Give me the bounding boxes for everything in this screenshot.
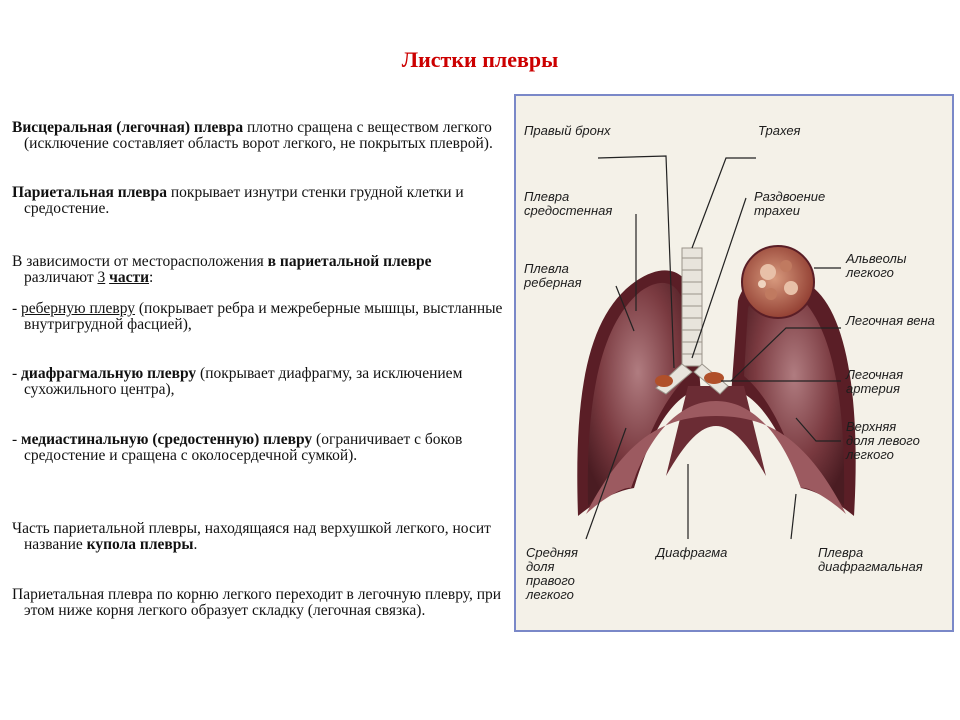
parietal-paragraph	[12, 185, 504, 217]
parts-intro-mid: различают	[24, 269, 98, 286]
parietal-term: Париетальная плевра	[12, 184, 168, 201]
mediastinal-term: медиастинальную (средостенную) плевру	[21, 431, 313, 448]
visceral-paragraph	[12, 120, 504, 152]
visceral-term: Висцеральная (легочная) плевра	[12, 119, 244, 136]
label-right-bronchus: Правый бронх	[524, 123, 611, 138]
label-trachea-bifurcation: Раздвоение трахеи	[754, 189, 826, 218]
diaphragmatic-dash: -	[12, 365, 22, 382]
parts-colon: :	[149, 269, 154, 286]
diaphragmatic-term: диафрагмальную плевру	[21, 365, 197, 382]
mediastinal-dash: -	[12, 431, 22, 448]
costal-term: реберную плевру	[21, 300, 136, 317]
label-alveoli: Альвеолы легкого	[846, 251, 907, 280]
alveoli-inset	[742, 246, 814, 318]
cupula-pre: Часть париетальной плевры, находящаяся над верхушкой легкого, носит название	[12, 520, 491, 553]
label-costal-pleura: Плевла реберная	[524, 261, 582, 290]
pleura-figure	[514, 94, 954, 632]
diaphragmatic-paragraph	[12, 366, 504, 398]
ligament-text: Париетальная плевра по корню легкого переходит в легочную плевру, при этом ниже корня легкого образует складку (легочная связка).	[12, 586, 502, 619]
parts-intro-term: в париетальной плевре	[267, 253, 432, 270]
parts-intro-pre: В зависимости от месторасположения	[12, 253, 268, 270]
label-diaphragm: Диафрагма	[656, 545, 728, 560]
costal-paragraph	[12, 301, 504, 333]
mediastinum	[666, 386, 766, 476]
label-mediastinal-pleura: Плевра средостенная	[524, 189, 613, 218]
label-diaphragmatic-pleura: Плевра диафрагмальная	[818, 545, 923, 574]
parts-count: 3	[97, 269, 106, 286]
mediastinal-rest: (ограничивает с боков средостение и сращена с околосердечной сумкой).	[24, 431, 463, 464]
cupula-paragraph	[12, 521, 504, 553]
visceral-rest: плотно сращена с веществом легкого (исключение составляет область ворот легкого, не покрытых плеврой).	[24, 119, 493, 152]
left-hilum-vessel	[704, 372, 724, 384]
costal-rest: (покрывает ребра и межреберные мышцы, выстланные внутригрудной фасцией),	[24, 300, 503, 333]
costal-dash: -	[12, 300, 22, 317]
label-upper-lobe-left: Верхняя доля левого легкого	[846, 419, 920, 462]
label-pulmonary-artery: Легочная артерия	[846, 367, 904, 396]
cupula-post: .	[193, 536, 198, 553]
parts-intro-paragraph	[12, 254, 504, 286]
right-hilum-vessel	[655, 375, 673, 387]
label-pulmonary-vein: Легочная вена	[846, 313, 935, 328]
mediastinal-paragraph	[12, 432, 504, 464]
parts-word: части	[109, 269, 150, 286]
parietal-rest: покрывает изнутри стенки грудной клетки и средостение.	[24, 184, 464, 217]
ligament-paragraph	[12, 587, 504, 619]
slide-title: Листки плевры	[401, 47, 559, 72]
cupula-term: купола плевры	[86, 536, 194, 553]
label-middle-lobe-right: Средняя доля правого легкого	[526, 545, 578, 602]
diaphragmatic-rest: (покрывает диафрагму, за исключением сухожильного центра),	[24, 365, 463, 398]
label-trachea: Трахея	[758, 123, 801, 138]
